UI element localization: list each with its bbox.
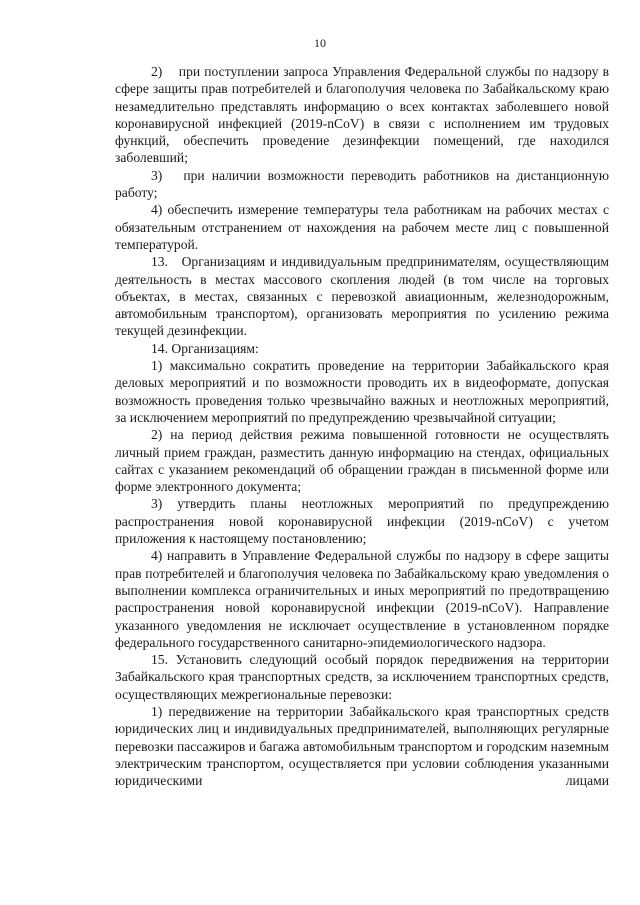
paragraph: 15. Установить следующий особый порядок передвижения на территории Забайкальского края транспортных средств, за исключением транспортных средств, осуществляющих межрегиональные перевозки:	[115, 652, 609, 702]
paragraph: 2) на период действия режима повышенной готовности не осуществлять личный прием граждан, разместить данную информацию на стендах, официальных сайтах с указанием рекомендаций об обращении граждан в письменной форме или форме электронного документа;	[115, 427, 609, 495]
paragraph: 1) передвижение на территории Забайкальского края транспортных средств юридических лиц и индивидуальных предпринимателей, выполняющих регулярные перевозки пассажиров и багажа автомобильным транспортом и городским наземным электрическим транспортом, осуществляется при условии соблюдения указанными юридическими лицами	[115, 703, 609, 789]
paragraph: 4) обеспечить измерение температуры тела работникам на рабочих местах с обязательным отстранением от нахождения на рабочем месте лиц с повышенной температурой.	[115, 202, 609, 252]
paragraph: 3) при наличии возможности переводить работников на дистанционную работу;	[115, 167, 609, 201]
page-number: 10	[314, 36, 326, 50]
paragraph: 14. Организациям:	[151, 340, 259, 356]
paragraph: 4) направить в Управление Федеральной службы по надзору в сфере защиты прав потребителей и благополучия человека по Забайкальскому краю уведомления о выполнении комплекса ограничительных и иных мероприятий по предотвращению распространения новой коронавирусной инфекции (2019-nCoV). Направление указанного уведомления не исключает осуществление в установленном порядке федерального государственного санитарно-эпидемиологического надзора.	[115, 548, 609, 650]
document-body	[115, 63, 609, 789]
paragraph: 3) утвердить планы неотложных мероприятий по предупреждению распространения новой коронавирусной инфекции (2019-nCoV) с учетом приложения к настоящему постановлению;	[115, 496, 609, 547]
paragraph: 1) максимально сократить проведение на территории Забайкальского края деловых мероприятий и по возможности проводить их в видеоформате, допуская возможность проведения только чрезвычайно важных и неотложных мероприятий, за исключением мероприятий по предупреждению чрезвычайной ситуации;	[115, 358, 609, 425]
paragraph: 13. Организациям и индивидуальным предпринимателям, осуществляющим деятельность в местах массового скопления людей (в том числе на торговых объектах, в местах, связанных с перевозкой авиационным, железнодорожным, автомобильным транспортом), организовать мероприятия по усилению режима текущей дезинфекции.	[115, 254, 609, 339]
paragraph: 2) при поступлении запроса Управления Федеральной службы по надзору в сфере защиты прав потребителей и благополучия человека по Забайкальскому краю незамедлительно представлять информацию о всех контактах заболевшего новой коронавирусной инфекцией (2019-nCoV) в связи с исполнением им трудовых функций, обеспечить проведение дезинфекции помещений, где находился заболевший;	[115, 64, 609, 166]
